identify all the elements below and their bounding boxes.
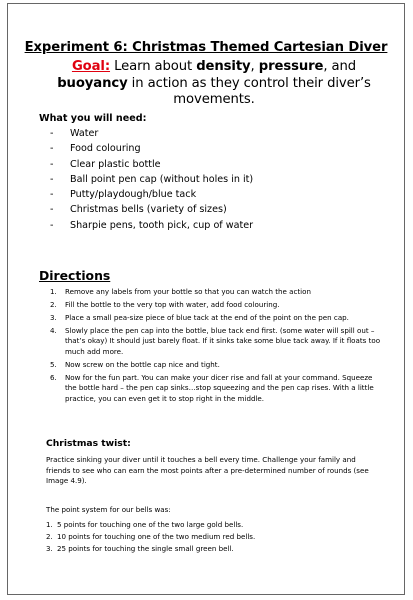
list-item: 1. Remove any labels from your bottle so that you can watch the action [50, 287, 311, 296]
twist-paragraph: Practice sinking your diver until it touches a bell every time. Challenge your family and friends to see who can earn the most points after a pre-determined number of rounds (see Image 4.9). [46, 455, 369, 486]
list-item: - Putty/playdough/blue tack [50, 189, 197, 201]
list-item: 3. 25 points for touching the single small green bell. [46, 544, 234, 553]
list-item: - Ball point pen cap (without holes in it) [50, 173, 254, 185]
page-title: Experiment 6: Christmas Themed Cartesian Diver [24, 40, 388, 55]
list-item: 5. Now screw on the bottle cap nice and tight. [50, 359, 220, 369]
goal-text: in action as they control their diver’s movements. [127, 75, 371, 107]
goal-text: Learn about [110, 59, 197, 74]
list-item: 6. Now for the fun part. You can make your dicer rise and fall at your command. Squeeze the bottle hard – the pen cap sinks…stop squeezing and the pen cap rises. With a little practice, you can even get it to stop right in the middle. [50, 372, 374, 403]
directions-heading: Directions [39, 268, 111, 283]
list-item: 4. Slowly place the pen cap into the bottle, blue tack end first. (some water will spill out – that’s okay) It should just barely float. If it sinks take some blue tack away. If it floats too much add more. [50, 326, 381, 356]
goal-text: , [250, 59, 259, 74]
materials-heading: What you will need: [39, 113, 147, 124]
goal-term-buoyancy: buoyancy [57, 75, 128, 91]
document-page [7, 3, 405, 595]
list-item: 2. Fill the bottle to the very top with water, add food colouring. [50, 300, 280, 309]
directions-list [50, 287, 385, 407]
list-item: - Sharpie pens, tooth pick, cup of water [50, 219, 254, 231]
points-list [46, 519, 255, 555]
twist-heading: Christmas twist: [46, 438, 131, 449]
list-item: - Water [50, 128, 99, 139]
list-item: - Christmas bells (variety of sizes) [50, 204, 227, 216]
goal-term-pressure: pressure [258, 59, 324, 74]
list-item: 2. 10 points for touching one of the two medium red bells. [46, 532, 256, 541]
list-item: 3. Place a small pea-size piece of blue tack at the end of the point on the pen cap. [50, 313, 349, 322]
goal-statement [44, 59, 384, 109]
goal-term-density: density [196, 59, 251, 74]
list-item: - Clear plastic bottle [50, 158, 161, 170]
goal-text: , and [323, 59, 357, 74]
list-item: 1. 5 points for touching one of the two large gold bells. [46, 520, 244, 529]
list-item: - Food colouring [50, 143, 141, 155]
goal-label: Goal: [71, 59, 111, 74]
materials-list [50, 126, 253, 233]
points-intro: The point system for our bells was: [46, 505, 171, 514]
